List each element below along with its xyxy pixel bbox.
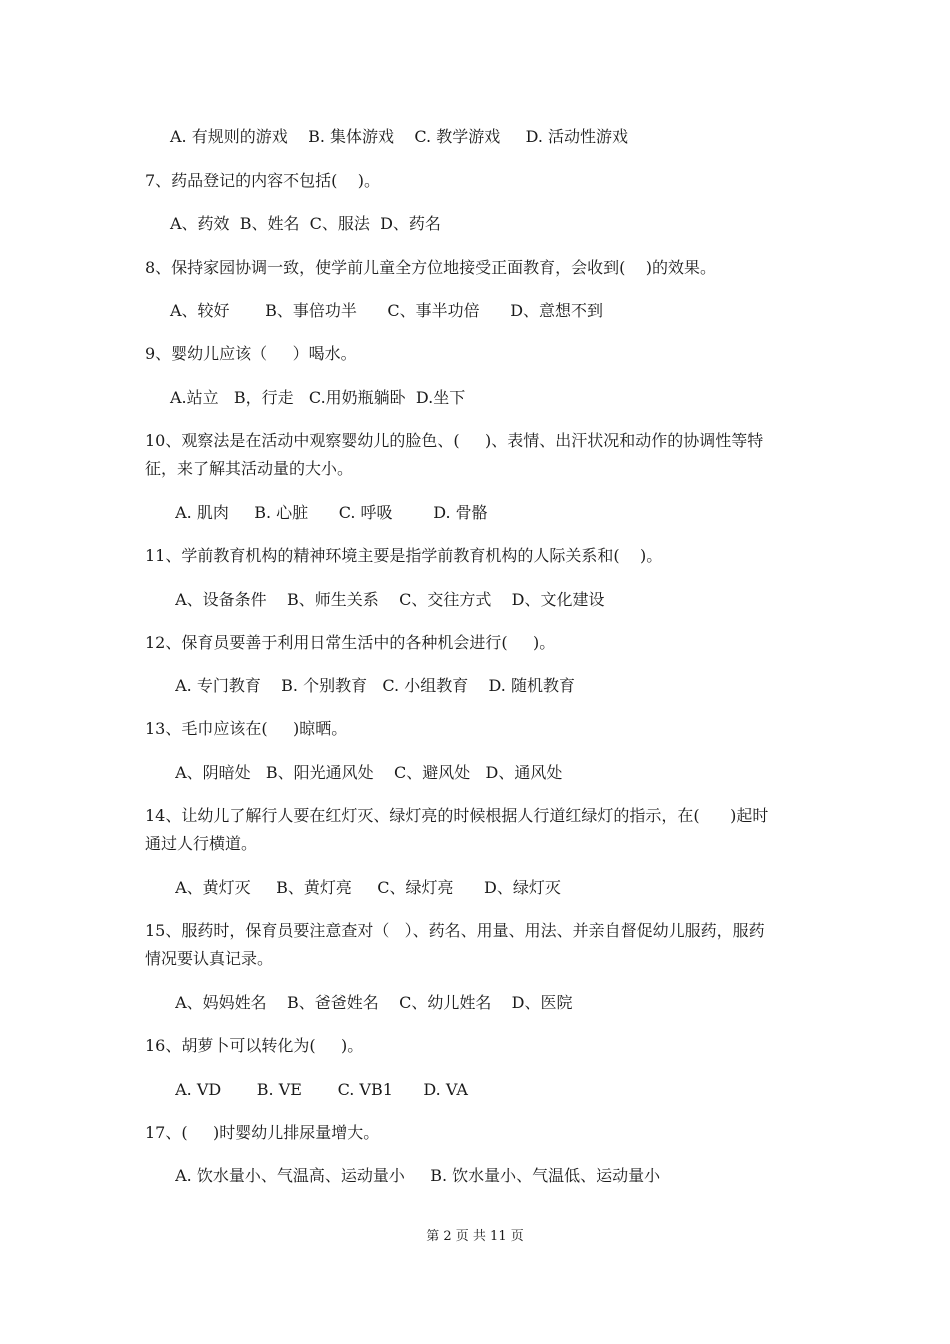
option-line-q6: A. 有规则的游戏 B. 集体游戏 C. 教学游戏 D. 活动性游戏 — [170, 127, 629, 146]
question-14-cont: 通过人行横道。 — [145, 834, 258, 853]
option-line-q8: A、较好 B、事倍功半 C、事半功倍 D、意想不到 — [170, 301, 604, 320]
question-13: 13、毛巾应该在( )晾晒。 — [145, 719, 348, 738]
option-line-q15: A、妈妈姓名 B、爸爸姓名 C、幼儿姓名 D、医院 — [170, 993, 573, 1012]
question-10: 10、观察法是在活动中观察婴幼儿的脸色、( )、表情、出汗状况和动作的协调性等特 — [145, 431, 764, 450]
option-line-q9: A.站立 B，行走 C.用奶瓶躺卧 D.坐下 — [170, 388, 466, 407]
question-17: 17、( )时婴幼儿排尿量增大。 — [145, 1123, 380, 1142]
question-15-cont: 情况要认真记录。 — [145, 949, 274, 968]
question-10-cont: 征，来了解其活动量的大小。 — [145, 459, 354, 478]
option-line-q14: A、黄灯灭 B、黄灯亮 C、绿灯亮 D、绿灯灭 — [170, 878, 561, 897]
option-line-q11: A、设备条件 B、师生关系 C、交往方式 D、文化建设 — [170, 590, 605, 609]
question-14: 14、让幼儿了解行人要在红灯灭、绿灯亮的时候根据人行道红绿灯的指示，在( )起时 — [145, 806, 769, 825]
option-line-q12: A. 专门教育 B. 个别教育 C. 小组教育 D. 随机教育 — [170, 676, 575, 695]
option-line-q13: A、阴暗处 B、阳光通风处 C、避风处 D、通风处 — [170, 763, 563, 782]
question-15: 15、服药时，保育员要注意查对（ ）、药名、用量、用法、并亲自督促幼儿服药，服药 — [145, 921, 765, 940]
question-9: 9、婴幼儿应该（ ）喝水。 — [145, 344, 357, 363]
option-line-q16: A. VD B. VE C. VB1 D. VA — [170, 1080, 468, 1099]
option-line-q7: A、药效 B、姓名 C、服法 D、药名 — [170, 214, 441, 233]
option-line-q10: A. 肌肉 B. 心脏 C. 呼吸 D. 骨骼 — [170, 503, 488, 522]
question-8: 8、保持家园协调一致，使学前儿童全方位地接受正面教育，会收到( )的效果。 — [145, 258, 717, 277]
question-12: 12、保育员要善于利用日常生活中的各种机会进行( )。 — [145, 633, 556, 652]
page-number-footer: 第 2 页 共 11 页 — [426, 1229, 524, 1244]
question-16: 16、胡萝卜可以转化为( )。 — [145, 1036, 364, 1055]
question-7: 7、药品登记的内容不包括( )。 — [145, 171, 381, 190]
option-line-q17: A. 饮水量小、气温高、运动量小 B. 饮水量小、气温低、运动量小 — [170, 1166, 661, 1185]
question-11: 11、学前教育机构的精神环境主要是指学前教育机构的人际关系和( )。 — [145, 546, 663, 565]
